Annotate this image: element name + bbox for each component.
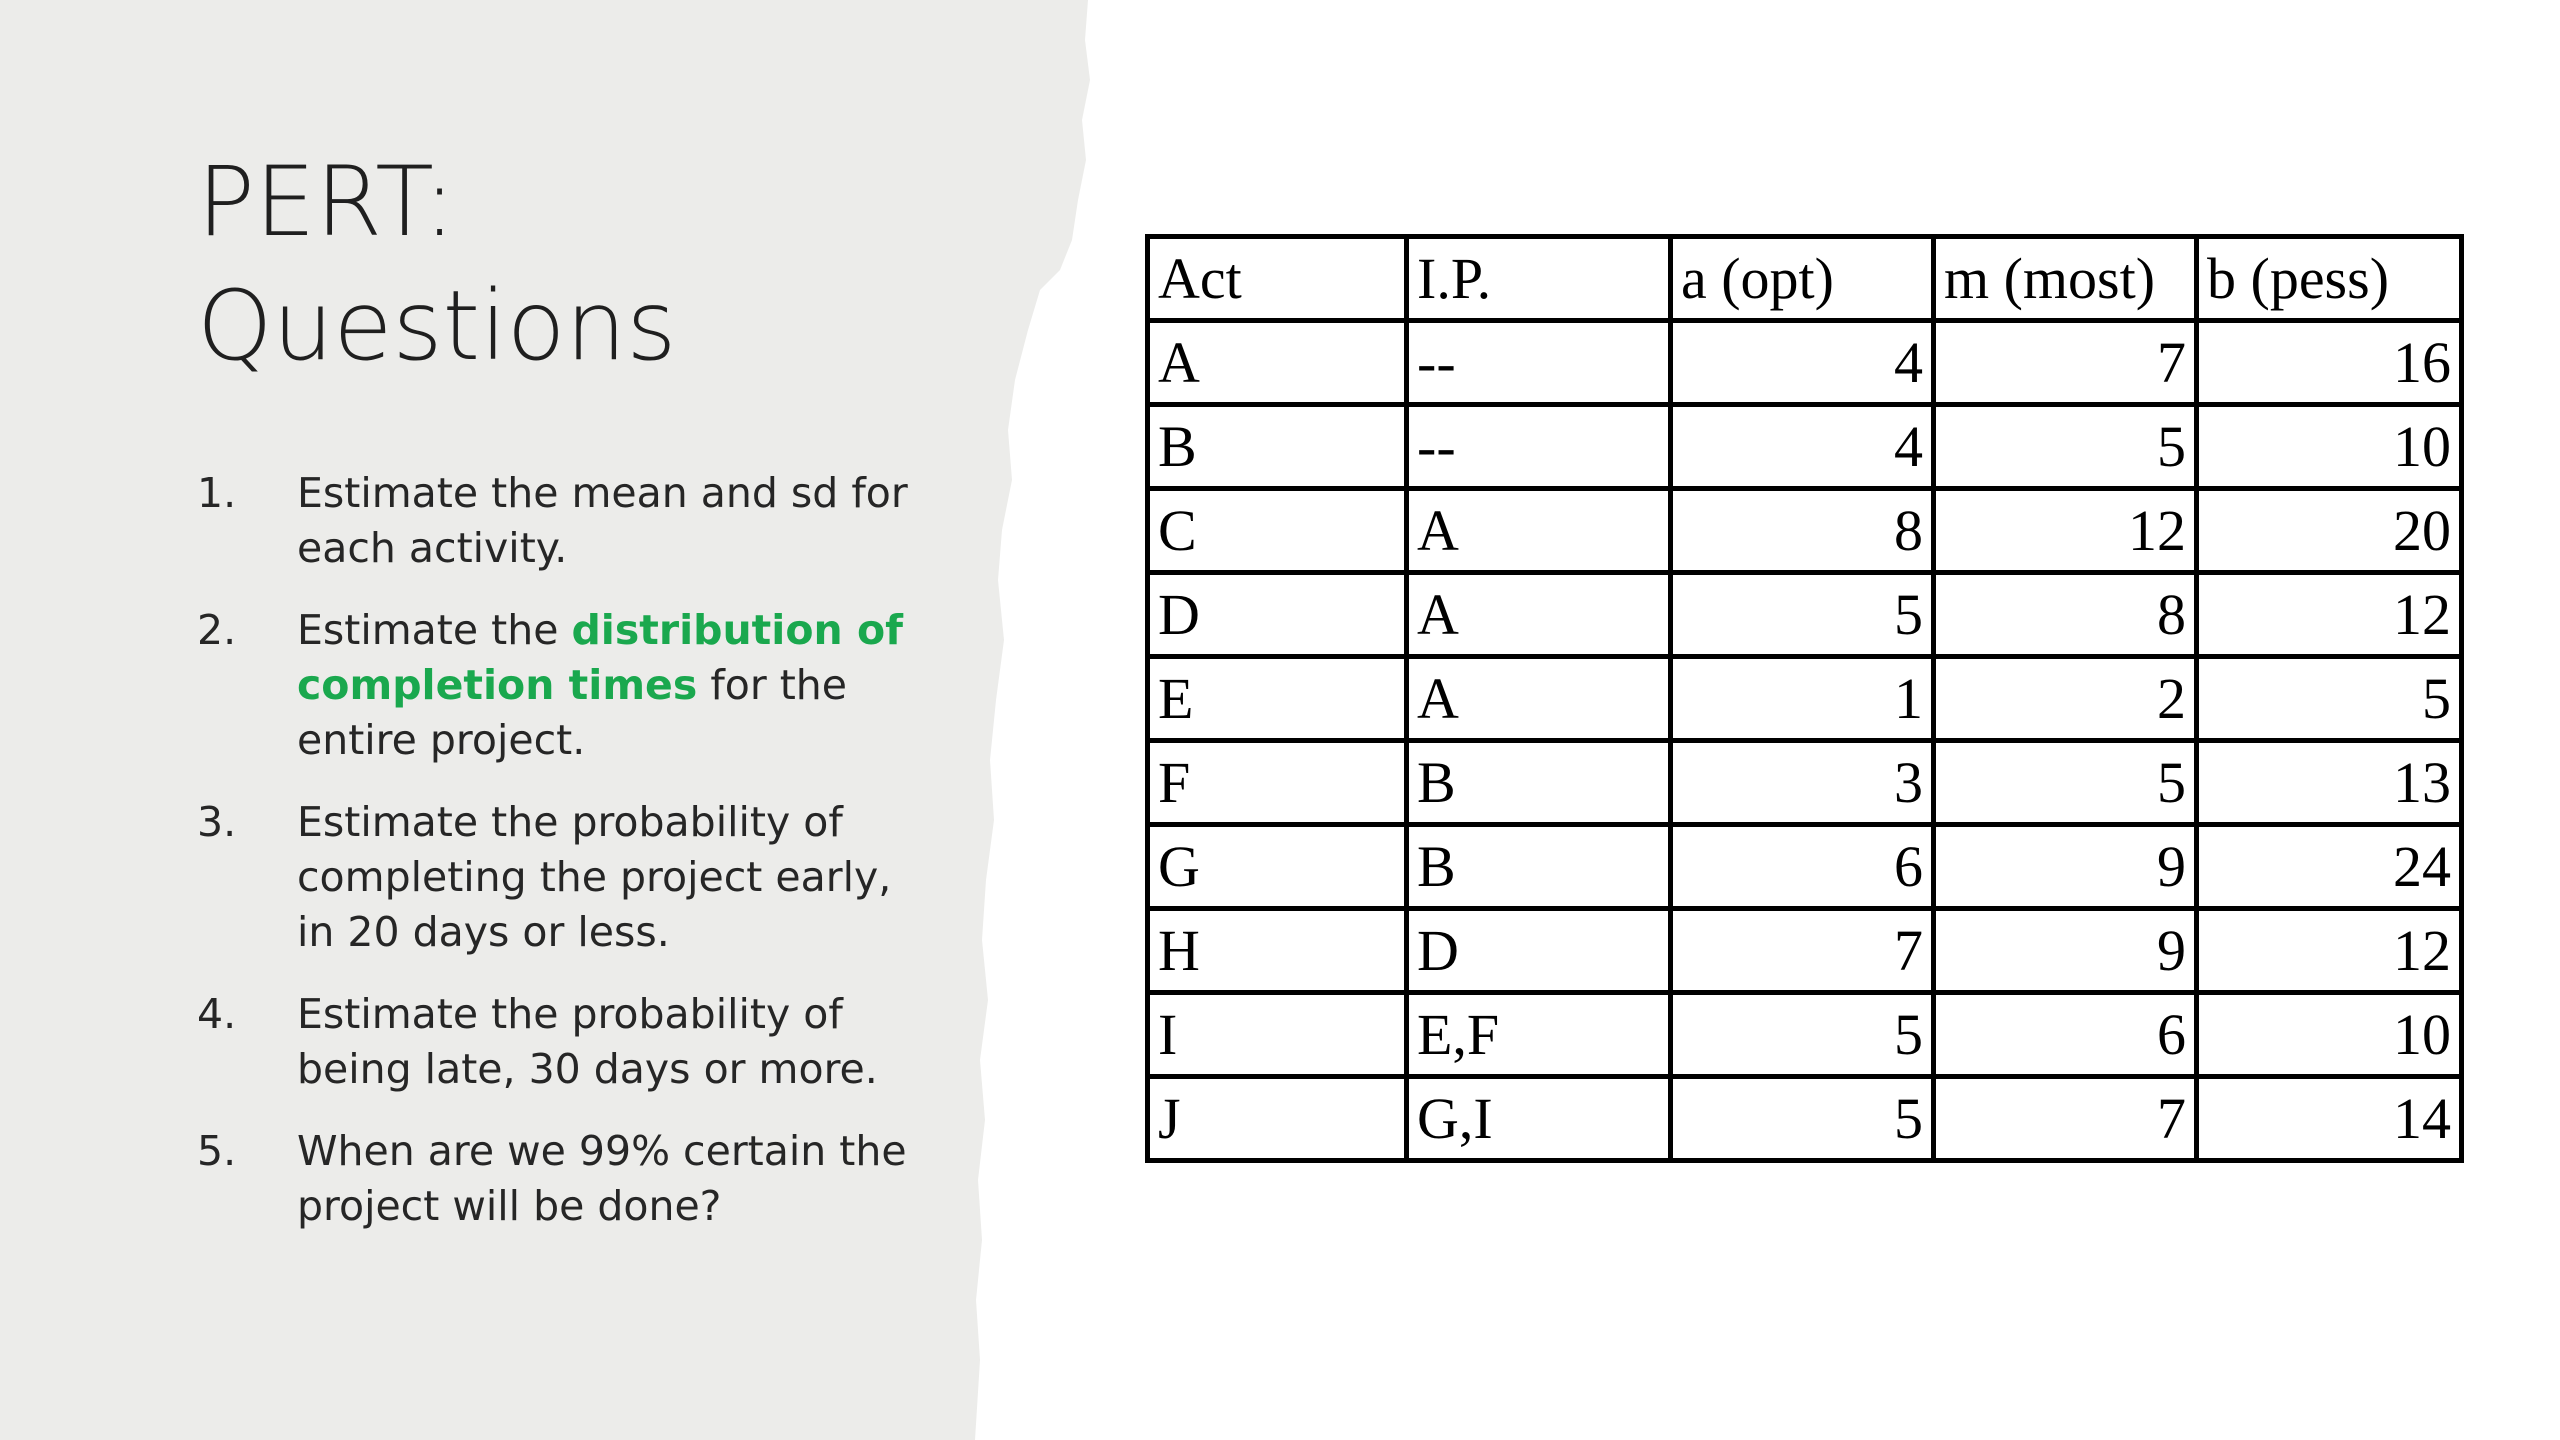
table-row bbox=[1148, 825, 2462, 909]
header-m-most: m (most) bbox=[1934, 237, 2197, 321]
question-item-5 bbox=[197, 1124, 917, 1234]
cell-ip: A bbox=[1407, 657, 1671, 741]
question-number: 2. bbox=[197, 606, 237, 654]
cell-ip: G,I bbox=[1407, 1077, 1671, 1161]
question-item-1 bbox=[197, 466, 917, 576]
title-line-2: Questions bbox=[197, 270, 677, 382]
highlighted-phrase: distribution of completion times bbox=[297, 606, 903, 709]
table-row bbox=[1148, 993, 2462, 1077]
cell-a: 5 bbox=[1671, 573, 1934, 657]
cell-m: 6 bbox=[1934, 993, 2197, 1077]
cell-a: 5 bbox=[1671, 1077, 1934, 1161]
question-text: Estimate the probability of completing the project early, in 20 days or less. bbox=[297, 798, 892, 956]
cell-b: 20 bbox=[2197, 489, 2462, 573]
cell-m: 9 bbox=[1934, 909, 2197, 993]
question-number: 3. bbox=[197, 798, 237, 846]
question-text-before: Estimate the bbox=[297, 606, 572, 654]
question-number: 5. bbox=[197, 1127, 237, 1175]
question-text-after: for the entire project. bbox=[297, 661, 848, 764]
cell-a: 1 bbox=[1671, 657, 1934, 741]
slide-title bbox=[197, 140, 676, 388]
table-row bbox=[1148, 573, 2462, 657]
cell-a: 8 bbox=[1671, 489, 1934, 573]
cell-ip: D bbox=[1407, 909, 1671, 993]
cell-m: 2 bbox=[1934, 657, 2197, 741]
cell-ip: B bbox=[1407, 825, 1671, 909]
table-row bbox=[1148, 405, 2462, 489]
table-row bbox=[1148, 1077, 2462, 1161]
cell-a: 4 bbox=[1671, 405, 1934, 489]
question-item-3 bbox=[197, 795, 917, 960]
table-header-row bbox=[1148, 237, 2462, 321]
cell-b: 10 bbox=[2197, 993, 2462, 1077]
cell-b: 10 bbox=[2197, 405, 2462, 489]
cell-ip: -- bbox=[1407, 405, 1671, 489]
cell-m: 7 bbox=[1934, 1077, 2197, 1161]
cell-b: 16 bbox=[2197, 321, 2462, 405]
cell-a: 6 bbox=[1671, 825, 1934, 909]
table-row bbox=[1148, 909, 2462, 993]
cell-act: D bbox=[1148, 573, 1407, 657]
cell-m: 5 bbox=[1934, 741, 2197, 825]
cell-act: H bbox=[1148, 909, 1407, 993]
cell-ip: B bbox=[1407, 741, 1671, 825]
question-list bbox=[197, 466, 917, 1261]
cell-act: E bbox=[1148, 657, 1407, 741]
header-act: Act bbox=[1148, 237, 1407, 321]
cell-b: 13 bbox=[2197, 741, 2462, 825]
cell-act: F bbox=[1148, 741, 1407, 825]
question-text: When are we 99% certain the project will be done? bbox=[297, 1127, 907, 1230]
title-line-1: PERT: bbox=[197, 146, 456, 258]
cell-a: 7 bbox=[1671, 909, 1934, 993]
header-ip: I.P. bbox=[1407, 237, 1671, 321]
cell-act: B bbox=[1148, 405, 1407, 489]
cell-m: 9 bbox=[1934, 825, 2197, 909]
cell-b: 24 bbox=[2197, 825, 2462, 909]
cell-a: 5 bbox=[1671, 993, 1934, 1077]
question-item-2 bbox=[197, 603, 917, 768]
cell-b: 5 bbox=[2197, 657, 2462, 741]
table-row bbox=[1148, 657, 2462, 741]
cell-act: G bbox=[1148, 825, 1407, 909]
question-number: 4. bbox=[197, 990, 237, 1038]
cell-ip: -- bbox=[1407, 321, 1671, 405]
cell-m: 7 bbox=[1934, 321, 2197, 405]
cell-b: 12 bbox=[2197, 909, 2462, 993]
header-b-pess: b (pess) bbox=[2197, 237, 2462, 321]
question-item-4 bbox=[197, 987, 917, 1097]
cell-ip: A bbox=[1407, 573, 1671, 657]
question-text: Estimate the mean and sd for each activity. bbox=[297, 469, 908, 572]
cell-ip: A bbox=[1407, 489, 1671, 573]
cell-act: J bbox=[1148, 1077, 1407, 1161]
table-row bbox=[1148, 489, 2462, 573]
cell-b: 12 bbox=[2197, 573, 2462, 657]
table-row bbox=[1148, 741, 2462, 825]
cell-m: 5 bbox=[1934, 405, 2197, 489]
cell-act: C bbox=[1148, 489, 1407, 573]
cell-act: A bbox=[1148, 321, 1407, 405]
cell-a: 4 bbox=[1671, 321, 1934, 405]
question-number: 1. bbox=[197, 469, 237, 517]
cell-m: 12 bbox=[1934, 489, 2197, 573]
cell-m: 8 bbox=[1934, 573, 2197, 657]
cell-b: 14 bbox=[2197, 1077, 2462, 1161]
table-row bbox=[1148, 321, 2462, 405]
cell-a: 3 bbox=[1671, 741, 1934, 825]
cell-act: I bbox=[1148, 993, 1407, 1077]
header-a-opt: a (opt) bbox=[1671, 237, 1934, 321]
pert-activity-table bbox=[1145, 234, 2464, 1163]
question-text: Estimate the probability of being late, 30 days or more. bbox=[297, 990, 878, 1093]
cell-ip: E,F bbox=[1407, 993, 1671, 1077]
